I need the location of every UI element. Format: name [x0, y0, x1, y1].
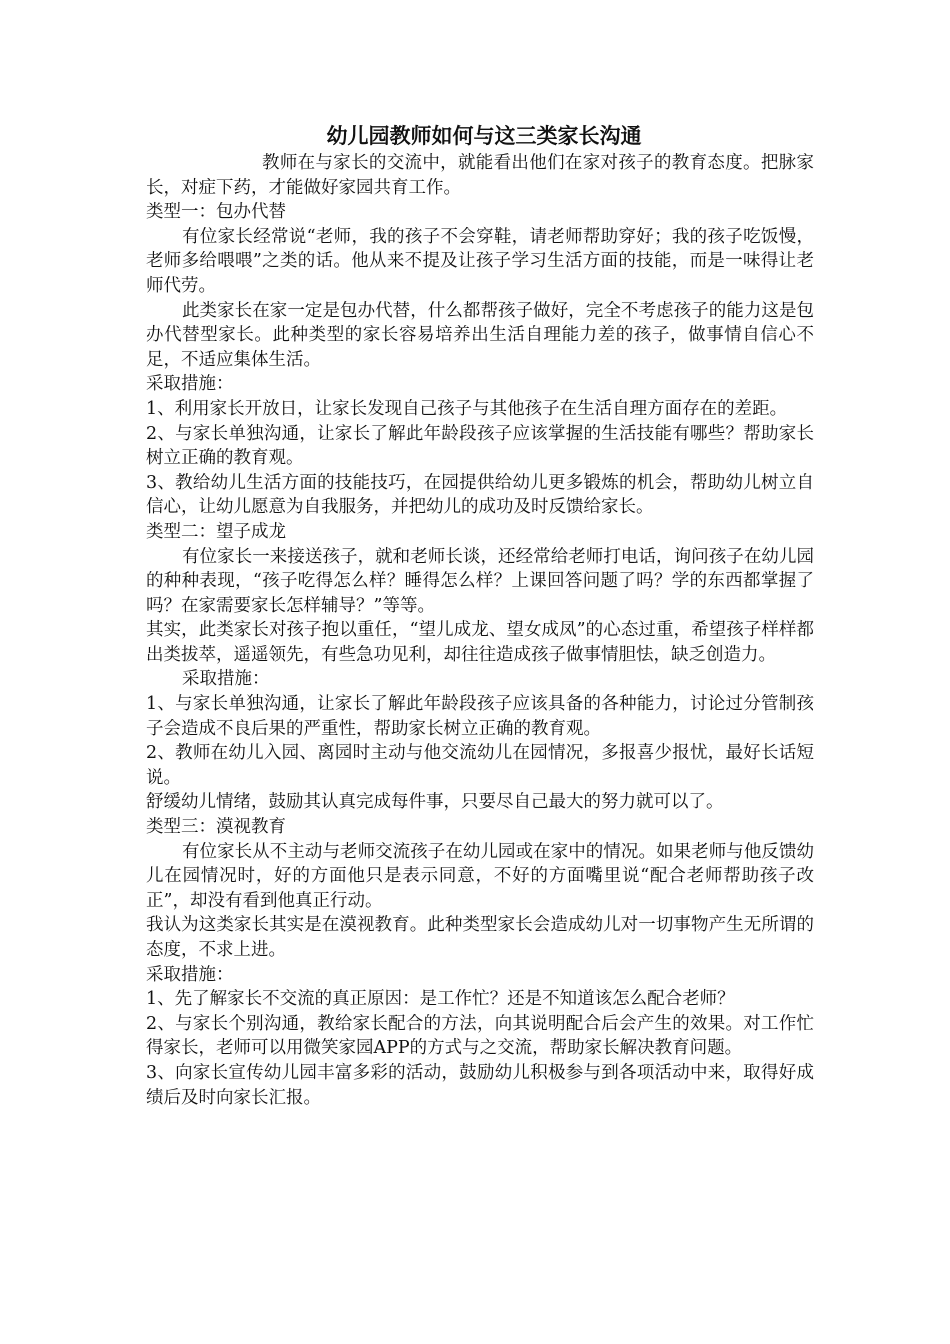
type2-measure-1: 1、与家长单独沟通，让家长了解此年龄段孩子应该具备的各种能力，讨论过分管制孩子会造成不良后果的严重性，帮助家长树立正确的教育观。: [146, 694, 814, 739]
section-type2: [146, 520, 814, 815]
type2-heading: 类型二：望子成龙: [146, 521, 286, 542]
type1-heading: 类型一：包办代替: [146, 202, 286, 223]
type3-measure-2: 2、与家长个别沟通，教给家长配合的方法，向其说明配合后会产生的效果。对工作忙得家长，老师可以用微笑家园APP的方式与之交流，帮助家长解决教育问题。: [146, 1013, 814, 1059]
type1-measure-2: 2、与家长单独沟通，让家长了解此年龄段孩子应该掌握的生活技能有哪些？帮助家长树立正确的教育观。: [146, 423, 814, 469]
type3-measure-1: 1、先了解家长不交流的真正原因：是工作忙？还是不知道该怎么配合老师？: [146, 989, 735, 1010]
type1-measure-1: 1、利用家长开放日，让家长发现自己孩子与其他孩子在生活自理方面存在的差距。: [146, 398, 788, 419]
type1-paragraph-1: 有位家长经常说“老师，我的孩子不会穿鞋，请老师帮助穿好；我的孩子吃饭慢，老师多给喂喂”之类的话。他从来不提及让孩子学习生活方面的技能，而是一味得让老师代劳。: [146, 226, 814, 296]
type2-paragraph-2: 其实，此类家长对孩子抱以重任，“望儿成龙、望女成凤”的心态过重，希望孩子样样都出类拔萃，遥遥领先，有些急功见利，却往往造成孩子做事情胆怯，缺乏创造力。: [146, 620, 814, 665]
section-type3: [146, 815, 814, 1110]
type3-paragraph-1: 有位家长从不主动与老师交流孩子在幼儿园或在家中的情况。如果老师与他反馈幼儿在园情况时，好的方面他只是表示同意，不好的方面嘴里说“配合老师帮助孩子改正”，却没有看到他真正行动。: [146, 841, 814, 911]
type1-measures-label: 采取措施：: [146, 374, 234, 395]
type3-paragraph-2: 我认为这类家长其实是在漠视教育。此种类型家长会造成幼儿对一切事物产生无所谓的态度，不求上进。: [146, 915, 814, 960]
type2-measures-label: 采取措施：: [182, 669, 270, 690]
type2-measure-3: 舒缓幼儿情绪，鼓励其认真完成每件事，只要尽自己最大的努力就可以了。: [146, 792, 724, 813]
intro-paragraph: 教师在与家长的交流中，就能看出他们在家对孩子的教育态度。把脉家长，对症下药，才能做好家园共育工作。: [146, 153, 814, 198]
section-type1: [146, 200, 814, 520]
type1-paragraph-2: 此类家长在家一定是包办代替，什么都帮孩子做好，完全不考虑孩子的能力这是包办代替型家长。此种类型的家长容易培养出生活自理能力差的孩子，做事情自信心不足，不适应集体生活。: [146, 300, 814, 370]
type1-measure-3: 3、教给幼儿生活方面的技能技巧，在园提供给幼儿更多锻炼的机会，帮助幼儿树立自信心，让幼儿愿意为自我服务，并把幼儿的成功及时反馈给家长。: [146, 472, 814, 518]
type2-measure-2: 2、教师在幼儿入园、离园时主动与他交流幼儿在园情况，多报喜少报忧，最好长话短说。: [146, 743, 814, 788]
type3-heading: 类型三：漠视教育: [146, 817, 286, 838]
type2-paragraph-1: 有位家长一来接送孩子，就和老师长谈，还经常给老师打电话，询问孩子在幼儿园的种种表现，“孩子吃得怎么样？睡得怎么样？上课回答问题了吗？学的东西都掌握了吗？在家需要家长怎样辅导？”等等。: [146, 546, 814, 616]
type3-measures-label: 采取措施：: [146, 964, 234, 985]
type3-measure-3: 3、向家长宣传幼儿园丰富多彩的活动，鼓励幼儿积极参与到各项活动中来，取得好成绩后及时向家长汇报。: [146, 1062, 814, 1108]
document-page: [146, 121, 814, 1110]
document-title: 幼儿园教师如何与这三类家长沟通: [326, 123, 642, 148]
